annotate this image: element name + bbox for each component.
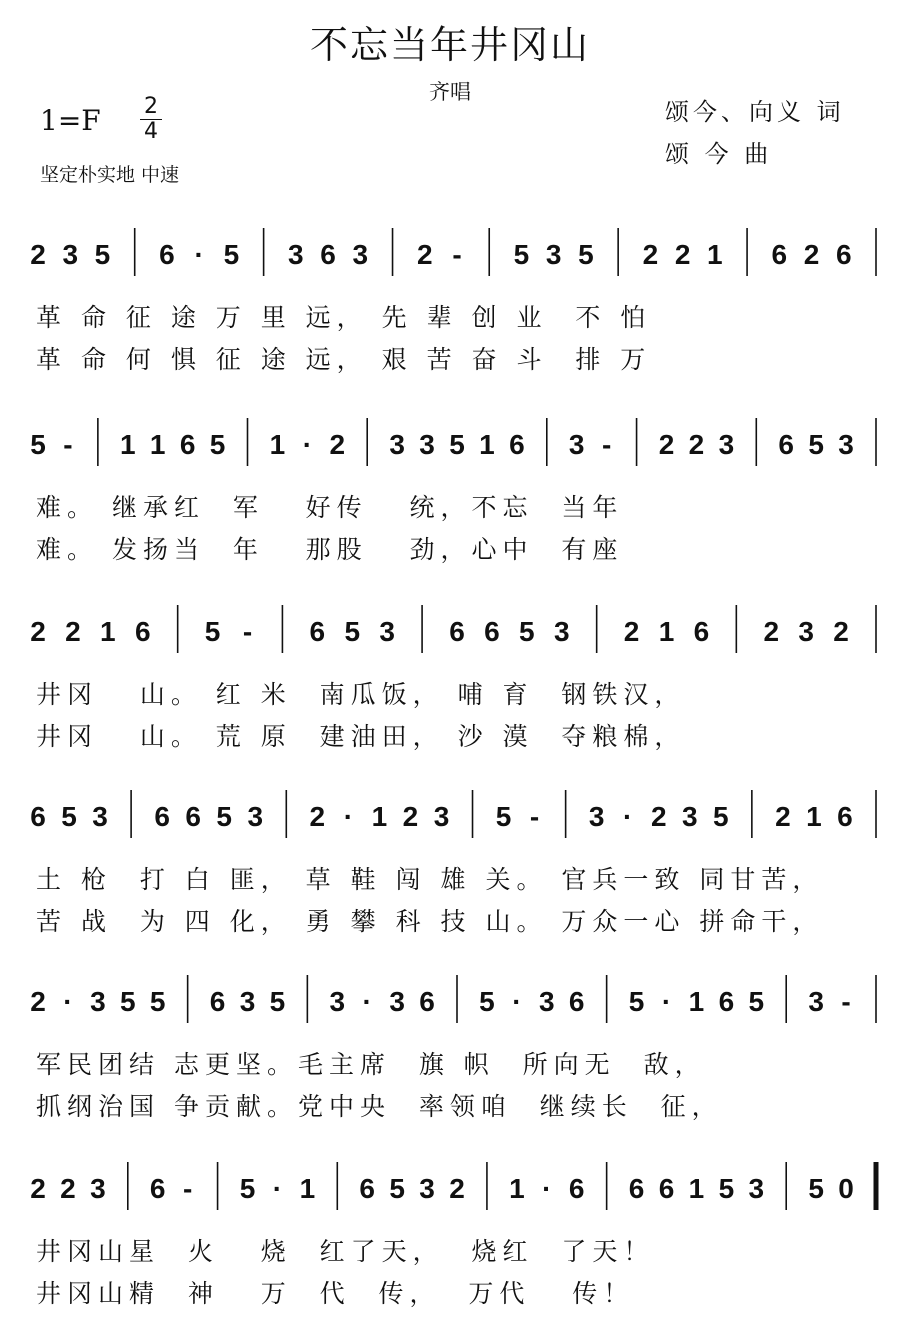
note: 5	[578, 239, 594, 270]
note: 3	[568, 429, 585, 460]
note: -	[601, 429, 612, 460]
note: ·	[542, 1173, 552, 1204]
note: 3	[247, 801, 264, 832]
note: 5	[216, 801, 233, 832]
performance-type: 齐唱	[429, 80, 471, 104]
note: 3	[419, 429, 435, 460]
note: 6	[568, 986, 585, 1017]
note: ·	[512, 986, 522, 1017]
note: 2	[65, 616, 81, 647]
note: 1	[119, 429, 136, 460]
note: 5	[713, 801, 729, 832]
lyric-text: 军民团结 志更坚。毛主席 旗 帜 所向无 敌，	[36, 1050, 706, 1079]
note: 5	[269, 986, 286, 1017]
note: 3	[62, 239, 79, 270]
lyric-text: 井冈山星 火 烧 红了天， 烧红 了天！	[36, 1237, 655, 1266]
note: ·	[63, 986, 73, 1017]
note: 3	[419, 1173, 435, 1204]
notes-line	[0, 605, 900, 665]
note: 1	[658, 616, 675, 647]
notes-line	[0, 1162, 900, 1222]
note: -	[242, 616, 253, 647]
note: 5	[808, 1173, 824, 1204]
note: 1	[269, 429, 286, 460]
note: 3	[798, 616, 814, 647]
note: 5	[495, 801, 512, 832]
note: 5	[344, 616, 361, 647]
note: 2	[416, 239, 433, 270]
note: 1	[100, 616, 116, 647]
note: 2	[309, 801, 326, 832]
note: 6	[835, 239, 852, 270]
note: 6	[185, 801, 201, 832]
note: 6	[209, 986, 226, 1017]
lyricist-credit: 颂今、向义 词	[665, 98, 845, 126]
note: 5	[519, 616, 535, 647]
note: 2	[650, 801, 667, 832]
note: 5	[209, 429, 226, 460]
note: 3	[239, 986, 256, 1017]
note: 6	[484, 616, 500, 647]
lyric-text: 井冈山精 神 万 代 传， 万代 传！	[36, 1279, 635, 1308]
note: 6	[154, 801, 170, 832]
lyric-text: 难。 继承红 军 好传 统，不忘 当年	[36, 493, 624, 522]
note: 2	[449, 1173, 465, 1204]
note: 6	[778, 429, 795, 460]
note: 3	[718, 429, 735, 460]
note: 6	[179, 429, 196, 460]
note: 5	[30, 429, 46, 460]
lyric-text: 土 枪 打 白 匪， 草 鞋 闯 雄 关。 官兵一致 同甘苦，	[36, 865, 824, 894]
song-title: 不忘当年井冈山	[309, 23, 590, 67]
note: 1	[688, 1173, 705, 1204]
note: 3	[288, 239, 304, 270]
note: 2	[658, 429, 675, 460]
note: 2	[775, 801, 791, 832]
note: 2	[803, 239, 820, 270]
note: 3	[808, 986, 824, 1017]
note: 6	[159, 239, 175, 270]
key-signature: 1=F	[40, 104, 101, 137]
note: 1	[806, 801, 822, 832]
note: 1	[371, 801, 388, 832]
note: 5	[61, 801, 77, 832]
note: 5	[718, 1173, 735, 1204]
note: 1	[149, 429, 166, 460]
note: 6	[320, 239, 336, 270]
note: 5	[223, 239, 240, 270]
note: 5	[239, 1173, 256, 1204]
note: 1	[509, 1173, 525, 1204]
note: -	[63, 429, 73, 460]
note: 2	[833, 616, 849, 647]
note: 6	[658, 1173, 675, 1204]
note: 5	[149, 986, 166, 1017]
notes-line	[0, 790, 900, 850]
note: -	[529, 801, 540, 832]
note: ·	[272, 1173, 283, 1204]
note: 1	[707, 239, 723, 270]
lyric-text: 井冈 山。 红 米 南瓜饭， 哺 育 钢铁汉，	[36, 680, 686, 709]
notes-line	[0, 418, 900, 478]
lyric-text: 苦 战 为 四 化， 勇 攀 科 技 山。 万众一心 拼命干，	[36, 907, 824, 936]
note: 3	[389, 429, 405, 460]
note: 6	[628, 1173, 645, 1204]
note: 6	[718, 986, 735, 1017]
note: 1	[299, 1173, 316, 1204]
note: 3	[433, 801, 450, 832]
note: 6	[509, 429, 525, 460]
lyric-text: 难。 发扬当 年 那股 劲，心中 有座	[36, 535, 624, 564]
note: 0	[838, 1173, 854, 1204]
note: 5	[628, 986, 645, 1017]
note: 6	[837, 801, 853, 832]
note: 2	[623, 616, 640, 647]
notes-line	[0, 228, 900, 288]
note: 6	[309, 616, 326, 647]
note: 5	[479, 986, 495, 1017]
note: 1	[688, 986, 705, 1017]
note: 3	[545, 239, 562, 270]
note: 3	[352, 239, 369, 270]
note: -	[841, 986, 851, 1017]
lyric-text: 革 命 征 途 万 里 远， 先 辈 创 业 不 怕	[36, 303, 652, 332]
note: 5	[204, 616, 221, 647]
note: 2	[329, 429, 346, 460]
note: 5	[119, 986, 136, 1017]
note: 2	[642, 239, 659, 270]
note: ·	[302, 429, 313, 460]
note: ·	[661, 986, 672, 1017]
note: 3	[329, 986, 346, 1017]
note: 6	[149, 1173, 166, 1204]
note: 6	[134, 616, 151, 647]
note: ·	[623, 801, 633, 832]
note: 6	[419, 986, 435, 1017]
lyric-text: 井冈 山。 荒 原 建油田， 沙 漠 夺粮棉，	[36, 722, 686, 751]
note: ·	[343, 801, 354, 832]
note: 6	[568, 1173, 585, 1204]
note: 6	[771, 239, 788, 270]
note: 6	[359, 1173, 376, 1204]
note: 3	[588, 801, 605, 832]
note: 2	[30, 1173, 46, 1204]
note: 5	[389, 1173, 405, 1204]
composer-credit: 颂 今 曲	[665, 140, 773, 168]
lyric-text: 革 命 何 惧 征 途 远， 艰 苦 奋 斗 排 万	[36, 345, 652, 374]
note: 3	[553, 616, 570, 647]
note: 2	[688, 429, 705, 460]
note: 2	[30, 986, 46, 1017]
note: ·	[362, 986, 372, 1017]
lyric-text: 抓纲治国 争贡献。党中央 率领咱 继续长 征，	[36, 1092, 723, 1121]
note: 2	[402, 801, 419, 832]
note: 2	[674, 239, 691, 270]
note: 6	[449, 616, 465, 647]
note: 3	[90, 986, 106, 1017]
note: 3	[389, 986, 405, 1017]
note: 3	[681, 801, 698, 832]
note: 6	[693, 616, 710, 647]
note: 5	[748, 986, 765, 1017]
tempo-marking: 坚定朴实地 中速	[40, 164, 180, 186]
note: 1	[479, 429, 495, 460]
note: ·	[194, 239, 204, 270]
note: 5	[449, 429, 465, 460]
time-signature-bottom: 4	[144, 119, 158, 144]
note: 2	[763, 616, 780, 647]
note: 3	[838, 429, 854, 460]
time-signature	[140, 96, 162, 143]
note: 2	[60, 1173, 76, 1204]
time-signature-top: 2	[144, 94, 158, 119]
note: 5	[513, 239, 530, 270]
note: 3	[379, 616, 395, 647]
notes-line	[0, 975, 900, 1035]
note: 5	[808, 429, 824, 460]
note: 6	[30, 801, 46, 832]
note: 3	[92, 801, 108, 832]
note: 3	[90, 1173, 106, 1204]
note: 2	[30, 616, 46, 647]
note: 3	[538, 986, 555, 1017]
note: 2	[30, 239, 46, 270]
note: -	[182, 1173, 193, 1204]
note: -	[452, 239, 462, 270]
note: 5	[94, 239, 111, 270]
note: 3	[748, 1173, 765, 1204]
